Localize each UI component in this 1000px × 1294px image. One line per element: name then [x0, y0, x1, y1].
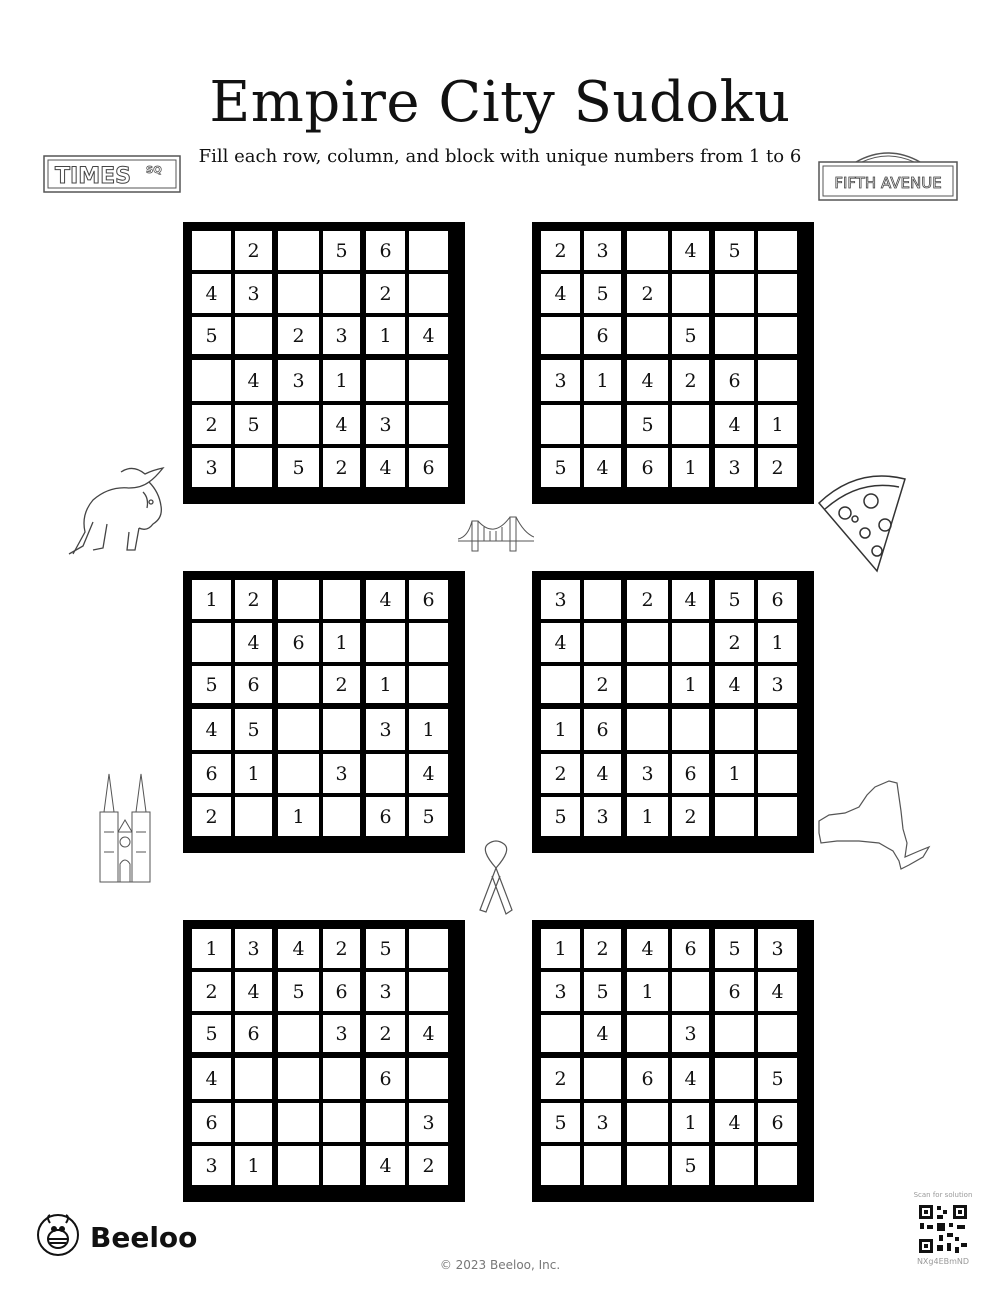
sudoku-cell[interactable]	[713, 707, 756, 752]
sudoku-grid	[539, 229, 807, 497]
sudoku-cell[interactable]: 6	[670, 752, 713, 795]
sudoku-cell[interactable]	[670, 621, 713, 664]
sudoku-cell[interactable]: 5	[713, 578, 756, 621]
sudoku-cell[interactable]: 1	[756, 403, 799, 446]
sudoku-cell[interactable]: 4	[321, 403, 364, 446]
sudoku-cell[interactable]: 6	[407, 578, 450, 621]
sudoku-cell[interactable]	[407, 927, 450, 970]
sudoku-cell[interactable]	[756, 272, 799, 315]
sudoku-cell[interactable]: 2	[364, 272, 407, 315]
sudoku-cell[interactable]: 2	[233, 229, 276, 272]
sudoku-cell[interactable]	[539, 315, 582, 358]
sudoku-cell[interactable]: 3	[670, 1013, 713, 1056]
brand-name: Beeloo	[90, 1220, 198, 1254]
sudoku-cell[interactable]	[321, 1101, 364, 1144]
sudoku-cell[interactable]: 1	[321, 358, 364, 403]
sudoku-cell[interactable]: 2	[407, 1144, 450, 1187]
sudoku-cell[interactable]: 3	[539, 358, 582, 403]
sudoku-puzzle-6	[532, 920, 814, 1202]
sudoku-cell[interactable]: 6	[276, 621, 321, 664]
sudoku-grid	[539, 578, 807, 846]
sudoku-cell[interactable]: 6	[582, 315, 625, 358]
sudoku-cell[interactable]: 2	[321, 927, 364, 970]
sudoku-cell[interactable]: 1	[190, 578, 233, 621]
sudoku-cell[interactable]: 5	[713, 229, 756, 272]
sudoku-cell[interactable]: 5	[539, 795, 582, 838]
sudoku-cell[interactable]	[276, 1056, 321, 1101]
sudoku-cell[interactable]: 2	[582, 927, 625, 970]
sudoku-cell[interactable]: 5	[582, 272, 625, 315]
sudoku-cell[interactable]: 6	[582, 707, 625, 752]
sudoku-cell[interactable]: 4	[364, 578, 407, 621]
sudoku-cell[interactable]: 4	[582, 1013, 625, 1056]
sudoku-cell[interactable]: 2	[670, 795, 713, 838]
sudoku-cell[interactable]: 6	[625, 1056, 670, 1101]
sudoku-cell[interactable]: 4	[582, 752, 625, 795]
sudoku-cell[interactable]	[407, 664, 450, 707]
sudoku-cell[interactable]: 3	[582, 1101, 625, 1144]
sudoku-cell[interactable]	[190, 358, 233, 403]
sudoku-cell[interactable]	[756, 795, 799, 838]
sudoku-cell[interactable]: 2	[539, 229, 582, 272]
sudoku-cell[interactable]	[407, 1056, 450, 1101]
sudoku-cell[interactable]	[539, 1013, 582, 1056]
sudoku-cell[interactable]	[625, 1013, 670, 1056]
sudoku-cell[interactable]: 4	[713, 1101, 756, 1144]
sudoku-cell[interactable]: 3	[407, 1101, 450, 1144]
sudoku-cell[interactable]: 6	[364, 1056, 407, 1101]
sudoku-grid	[539, 927, 807, 1195]
awareness-ribbon-icon	[470, 840, 522, 924]
sudoku-cell[interactable]	[276, 1013, 321, 1056]
sudoku-cell[interactable]: 1	[713, 752, 756, 795]
sudoku-grid	[190, 229, 458, 497]
sudoku-cell[interactable]	[190, 229, 233, 272]
sudoku-cell[interactable]	[233, 1056, 276, 1101]
sudoku-cell[interactable]: 5	[407, 795, 450, 838]
sudoku-cell[interactable]: 2	[539, 1056, 582, 1101]
sudoku-cell[interactable]: 4	[364, 1144, 407, 1187]
sudoku-cell[interactable]	[364, 1101, 407, 1144]
sudoku-cell[interactable]: 5	[364, 927, 407, 970]
sudoku-cell[interactable]: 1	[670, 664, 713, 707]
sudoku-cell[interactable]	[276, 403, 321, 446]
sudoku-cell[interactable]	[233, 446, 276, 489]
sudoku-cell[interactable]	[625, 664, 670, 707]
sudoku-grid	[190, 927, 458, 1195]
sudoku-cell[interactable]: 3	[364, 707, 407, 752]
sudoku-puzzle-2	[532, 222, 814, 504]
sudoku-cell[interactable]	[625, 707, 670, 752]
sudoku-cell[interactable]	[713, 795, 756, 838]
sudoku-cell[interactable]	[190, 621, 233, 664]
fifth-avenue-text: FIFTH AVENUE	[834, 174, 942, 192]
sudoku-cell[interactable]: 4	[364, 446, 407, 489]
sudoku-cell[interactable]	[321, 707, 364, 752]
sudoku-cell[interactable]	[321, 1056, 364, 1101]
sudoku-cell[interactable]	[364, 621, 407, 664]
sudoku-cell[interactable]: 5	[582, 970, 625, 1013]
sudoku-cell[interactable]: 3	[756, 664, 799, 707]
sudoku-cell[interactable]	[670, 272, 713, 315]
sudoku-cell[interactable]	[276, 1144, 321, 1187]
copyright-text: © 2023 Beeloo, Inc.	[439, 1258, 561, 1272]
sudoku-cell[interactable]: 4	[190, 1056, 233, 1101]
sudoku-cell[interactable]: 3	[233, 927, 276, 970]
sudoku-cell[interactable]: 6	[190, 752, 233, 795]
sudoku-cell[interactable]: 2	[190, 403, 233, 446]
wall-street-bull-icon	[63, 462, 173, 566]
sudoku-puzzle-4	[532, 571, 814, 853]
sudoku-cell[interactable]: 1	[364, 664, 407, 707]
sudoku-cell[interactable]: 3	[539, 970, 582, 1013]
sudoku-cell[interactable]: 5	[670, 315, 713, 358]
sudoku-cell[interactable]: 1	[276, 795, 321, 838]
times-square-sign-icon	[43, 155, 181, 197]
sudoku-puzzle-1	[183, 222, 465, 504]
sudoku-cell[interactable]: 5	[190, 664, 233, 707]
sudoku-cell[interactable]: 2	[625, 578, 670, 621]
sudoku-cell[interactable]: 1	[190, 927, 233, 970]
sudoku-cell[interactable]: 5	[539, 1101, 582, 1144]
sudoku-cell[interactable]	[276, 272, 321, 315]
sudoku-cell[interactable]: 4	[670, 1056, 713, 1101]
sudoku-cell[interactable]: 3	[190, 1144, 233, 1187]
sudoku-cell[interactable]	[321, 795, 364, 838]
sudoku-cell[interactable]	[756, 1144, 799, 1187]
sudoku-cell[interactable]: 1	[539, 707, 582, 752]
sudoku-cell[interactable]: 4	[407, 752, 450, 795]
sudoku-cell[interactable]: 2	[190, 795, 233, 838]
sudoku-cell[interactable]	[582, 1144, 625, 1187]
sudoku-cell[interactable]	[713, 315, 756, 358]
sudoku-cell[interactable]	[233, 315, 276, 358]
sudoku-cell[interactable]: 2	[233, 578, 276, 621]
sudoku-cell[interactable]: 2	[321, 664, 364, 707]
sudoku-cell[interactable]	[539, 664, 582, 707]
sudoku-cell[interactable]: 1	[582, 358, 625, 403]
fifth-avenue-sign-icon	[818, 146, 958, 206]
sudoku-cell[interactable]	[625, 1144, 670, 1187]
sudoku-cell[interactable]	[407, 621, 450, 664]
sudoku-cell[interactable]	[364, 358, 407, 403]
sudoku-cell[interactable]: 3	[321, 1013, 364, 1056]
sudoku-cell[interactable]: 5	[190, 315, 233, 358]
sudoku-cell[interactable]	[276, 707, 321, 752]
sudoku-cell[interactable]: 6	[756, 1101, 799, 1144]
page-title: Empire City Sudoku	[209, 70, 791, 135]
sudoku-cell[interactable]	[407, 229, 450, 272]
sudoku-cell[interactable]: 2	[713, 621, 756, 664]
brooklyn-bridge-icon	[458, 513, 534, 557]
sudoku-cell[interactable]: 5	[321, 229, 364, 272]
sudoku-cell[interactable]: 5	[190, 1013, 233, 1056]
sudoku-cell[interactable]: 1	[364, 315, 407, 358]
sudoku-cell[interactable]: 5	[276, 446, 321, 489]
sudoku-cell[interactable]: 6	[713, 358, 756, 403]
beeloo-bee-logo-icon	[36, 1213, 80, 1261]
sudoku-cell[interactable]: 3	[756, 927, 799, 970]
sudoku-cell[interactable]: 5	[670, 1144, 713, 1187]
sudoku-cell[interactable]: 5	[756, 1056, 799, 1101]
qr-caption: Scan for solution	[913, 1191, 973, 1199]
sudoku-cell[interactable]	[364, 752, 407, 795]
sudoku-cell[interactable]	[756, 707, 799, 752]
sudoku-cell[interactable]: 2	[276, 315, 321, 358]
sudoku-cell[interactable]: 5	[625, 403, 670, 446]
sudoku-cell[interactable]: 2	[582, 664, 625, 707]
sudoku-cell[interactable]: 4	[756, 970, 799, 1013]
sudoku-cell[interactable]: 3	[539, 578, 582, 621]
sudoku-cell[interactable]: 2	[364, 1013, 407, 1056]
sudoku-cell[interactable]: 4	[670, 229, 713, 272]
sudoku-cell[interactable]: 1	[625, 970, 670, 1013]
sudoku-cell[interactable]	[276, 578, 321, 621]
sudoku-cell[interactable]	[625, 229, 670, 272]
sudoku-cell[interactable]: 3	[582, 795, 625, 838]
sudoku-cell[interactable]	[713, 272, 756, 315]
sudoku-cell[interactable]: 3	[582, 229, 625, 272]
sudoku-cell[interactable]: 4	[233, 358, 276, 403]
sudoku-cell[interactable]: 2	[756, 446, 799, 489]
sudoku-cell[interactable]: 2	[539, 752, 582, 795]
sudoku-cell[interactable]: 3	[625, 752, 670, 795]
sudoku-cell[interactable]: 5	[539, 446, 582, 489]
sudoku-cell[interactable]: 5	[233, 707, 276, 752]
sudoku-cell[interactable]: 3	[713, 446, 756, 489]
sudoku-cell[interactable]: 3	[190, 446, 233, 489]
times-sq-sup-text: SQ	[146, 165, 162, 176]
sudoku-cell[interactable]	[276, 752, 321, 795]
sudoku-cell[interactable]: 2	[625, 272, 670, 315]
sudoku-cell[interactable]	[625, 1101, 670, 1144]
sudoku-cell[interactable]	[713, 1013, 756, 1056]
sudoku-cell[interactable]: 1	[625, 795, 670, 838]
sudoku-cell[interactable]	[539, 403, 582, 446]
pizza-slice-icon	[815, 467, 911, 581]
sudoku-cell[interactable]: 4	[539, 272, 582, 315]
sudoku-cell[interactable]: 6	[190, 1101, 233, 1144]
sudoku-cell[interactable]	[582, 578, 625, 621]
sudoku-cell[interactable]: 1	[321, 621, 364, 664]
sudoku-cell[interactable]: 5	[713, 927, 756, 970]
sudoku-cell[interactable]: 4	[625, 358, 670, 403]
sudoku-cell[interactable]: 2	[670, 358, 713, 403]
sudoku-cell[interactable]: 3	[364, 970, 407, 1013]
sudoku-puzzle-5	[183, 920, 465, 1202]
sudoku-cell[interactable]: 4	[233, 970, 276, 1013]
sudoku-cell[interactable]	[582, 621, 625, 664]
sudoku-cell[interactable]: 6	[713, 970, 756, 1013]
sudoku-cell[interactable]	[625, 315, 670, 358]
sudoku-cell[interactable]	[582, 403, 625, 446]
sudoku-cell[interactable]: 5	[276, 970, 321, 1013]
sudoku-cell[interactable]	[756, 229, 799, 272]
sudoku-cell[interactable]: 4	[713, 664, 756, 707]
sudoku-cell[interactable]	[713, 1056, 756, 1101]
sudoku-cell[interactable]: 6	[233, 664, 276, 707]
times-sq-text: TIMES	[55, 164, 131, 189]
sudoku-cell[interactable]	[670, 707, 713, 752]
sudoku-cell[interactable]: 1	[233, 752, 276, 795]
sudoku-cell[interactable]	[233, 1101, 276, 1144]
sudoku-cell[interactable]	[582, 1056, 625, 1101]
sudoku-grid	[190, 578, 458, 846]
sudoku-cell[interactable]	[276, 229, 321, 272]
st-patricks-cathedral-icon	[90, 772, 160, 888]
sudoku-cell[interactable]: 2	[321, 446, 364, 489]
sudoku-cell[interactable]	[407, 358, 450, 403]
sudoku-cell[interactable]: 4	[233, 621, 276, 664]
sudoku-cell[interactable]: 4	[407, 315, 450, 358]
sudoku-cell[interactable]	[756, 752, 799, 795]
sudoku-cell[interactable]	[713, 1144, 756, 1187]
sudoku-cell[interactable]	[321, 272, 364, 315]
qr-code-id: NXg4EBmND	[916, 1257, 970, 1266]
sudoku-cell[interactable]	[539, 1144, 582, 1187]
sudoku-cell[interactable]: 4	[190, 707, 233, 752]
sudoku-cell[interactable]	[276, 1101, 321, 1144]
sudoku-cell[interactable]	[756, 315, 799, 358]
qr-code-icon[interactable]	[917, 1203, 969, 1259]
sudoku-cell[interactable]: 1	[756, 621, 799, 664]
sudoku-cell[interactable]	[625, 621, 670, 664]
sudoku-cell[interactable]: 3	[364, 403, 407, 446]
sudoku-cell[interactable]: 2	[190, 970, 233, 1013]
sudoku-cell[interactable]: 6	[364, 229, 407, 272]
sudoku-cell[interactable]	[756, 1013, 799, 1056]
sudoku-cell[interactable]: 6	[625, 446, 670, 489]
beeloo-brand	[36, 1213, 197, 1261]
sudoku-cell[interactable]: 1	[670, 1101, 713, 1144]
sudoku-cell[interactable]: 3	[276, 358, 321, 403]
sudoku-cell[interactable]: 6	[670, 927, 713, 970]
sudoku-cell[interactable]: 6	[321, 970, 364, 1013]
sudoku-cell[interactable]: 4	[713, 403, 756, 446]
sudoku-cell[interactable]: 6	[233, 1013, 276, 1056]
sudoku-cell[interactable]	[756, 358, 799, 403]
sudoku-cell[interactable]	[276, 664, 321, 707]
page-subtitle: Fill each row, column, and block with unique numbers from 1 to 6	[198, 146, 802, 167]
sudoku-cell[interactable]: 3	[321, 315, 364, 358]
sudoku-cell[interactable]: 1	[670, 446, 713, 489]
sudoku-cell[interactable]: 4	[539, 621, 582, 664]
sudoku-cell[interactable]	[407, 970, 450, 1013]
sudoku-cell[interactable]: 4	[407, 1013, 450, 1056]
sudoku-cell[interactable]: 3	[321, 752, 364, 795]
sudoku-cell[interactable]: 4	[625, 927, 670, 970]
sudoku-cell[interactable]: 4	[276, 927, 321, 970]
sudoku-cell[interactable]: 1	[539, 927, 582, 970]
sudoku-cell[interactable]	[321, 578, 364, 621]
sudoku-cell[interactable]	[670, 403, 713, 446]
sudoku-cell[interactable]: 6	[756, 578, 799, 621]
sudoku-cell[interactable]: 6	[364, 795, 407, 838]
sudoku-cell[interactable]: 4	[582, 446, 625, 489]
sudoku-cell[interactable]	[321, 1144, 364, 1187]
sudoku-cell[interactable]: 1	[233, 1144, 276, 1187]
sudoku-cell[interactable]	[670, 970, 713, 1013]
sudoku-cell[interactable]	[407, 403, 450, 446]
sudoku-cell[interactable]: 6	[407, 446, 450, 489]
sudoku-cell[interactable]: 1	[407, 707, 450, 752]
sudoku-cell[interactable]: 4	[190, 272, 233, 315]
sudoku-cell[interactable]	[233, 795, 276, 838]
sudoku-cell[interactable]: 4	[670, 578, 713, 621]
sudoku-puzzle-3	[183, 571, 465, 853]
sudoku-cell[interactable]	[407, 272, 450, 315]
new-york-state-map-icon	[815, 777, 931, 877]
sudoku-cell[interactable]: 3	[233, 272, 276, 315]
sudoku-cell[interactable]: 5	[233, 403, 276, 446]
